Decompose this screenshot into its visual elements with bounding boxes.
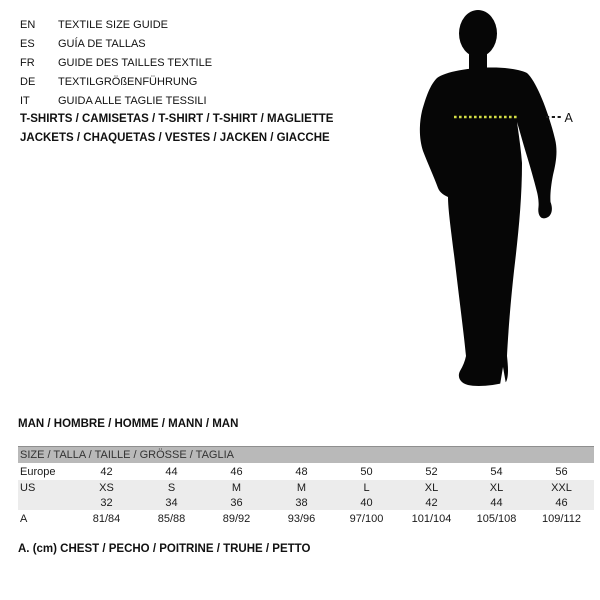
language-label: TEXTILGRÖßENFÜHRUNG	[58, 76, 198, 88]
language-label: GUÍA DE TALLAS	[58, 38, 146, 50]
table-row-us	[18, 480, 594, 495]
category-headings	[20, 110, 333, 148]
table-row-europe	[18, 463, 594, 480]
man-silhouette	[410, 5, 580, 400]
size-cell: 101/104	[411, 513, 452, 525]
table-row-chest-cm	[18, 510, 594, 528]
size-cell: 109/112	[542, 513, 581, 525]
language-label: GUIDE DES TAILLES TEXTILE	[58, 57, 213, 69]
size-cell: XS	[99, 481, 114, 494]
language-row	[20, 73, 212, 92]
size-cell: 105/108	[476, 513, 517, 525]
size-cell: 42	[425, 496, 438, 509]
size-cell: 85/88	[157, 513, 186, 525]
size-cell: XXL	[551, 481, 572, 494]
size-cell: 97/100	[349, 513, 384, 525]
size-cell: 44	[490, 496, 503, 509]
size-table-header: SIZE / TALLA / TAILLE / GRÖSSE / TAGLIA	[18, 446, 594, 463]
size-cell: 46	[555, 496, 568, 509]
language-row	[20, 54, 212, 73]
language-guide-list	[20, 16, 212, 111]
language-row	[20, 35, 212, 54]
measurement-footnote: A. (cm) CHEST / PECHO / POITRINE / TRUHE / PETTO	[18, 543, 311, 555]
size-table	[18, 446, 594, 528]
language-row	[20, 92, 212, 111]
size-cell: 89/92	[222, 513, 251, 525]
measure-label-a: A	[564, 111, 573, 125]
language-code: IT	[20, 95, 30, 107]
size-cell: 36	[230, 496, 243, 509]
size-cell: 40	[360, 496, 373, 509]
size-cell: 38	[295, 496, 308, 509]
size-cell: M	[296, 481, 307, 494]
size-cell: 48	[295, 465, 308, 478]
size-cell: XL	[424, 481, 439, 494]
size-cell: 34	[165, 496, 178, 509]
size-cell: S	[167, 481, 176, 494]
category-line-tshirts: T-SHIRTS / CAMISETAS / T-SHIRT / T-SHIRT / MAGLIETTE	[20, 113, 334, 125]
language-code: FR	[20, 57, 35, 69]
size-cell: 44	[165, 465, 178, 478]
size-cell: M	[231, 481, 242, 494]
row-label: A	[20, 513, 28, 525]
silhouette-body	[420, 68, 557, 386]
language-label: TEXTILE SIZE GUIDE	[58, 19, 169, 31]
table-title-man: MAN / HOMBRE / HOMME / MANN / MAN	[18, 418, 239, 430]
language-row	[20, 16, 212, 35]
table-row-us-numeric	[18, 495, 594, 510]
man-silhouette-figure	[410, 5, 580, 400]
size-cell: 32	[100, 496, 113, 509]
size-cell: 52	[425, 465, 438, 478]
category-line-jackets: JACKETS / CHAQUETAS / VESTES / JACKEN / GIACCHE	[20, 132, 330, 144]
language-code: EN	[20, 19, 36, 31]
size-cell: 81/84	[92, 513, 121, 525]
language-label: GUIDA ALLE TAGLIE TESSILI	[58, 95, 207, 107]
size-cell: 46	[230, 465, 243, 478]
size-cell: 42	[100, 465, 113, 478]
size-cell: L	[363, 481, 370, 494]
row-label: Europe	[20, 465, 56, 478]
size-cell: 93/96	[287, 513, 316, 525]
size-cell: XL	[489, 481, 504, 494]
language-code: DE	[20, 76, 36, 88]
language-code: ES	[20, 38, 35, 50]
row-label: US	[20, 481, 36, 494]
size-cell: 54	[490, 465, 503, 478]
size-cell: 56	[555, 465, 568, 478]
size-cell: 50	[360, 465, 373, 478]
